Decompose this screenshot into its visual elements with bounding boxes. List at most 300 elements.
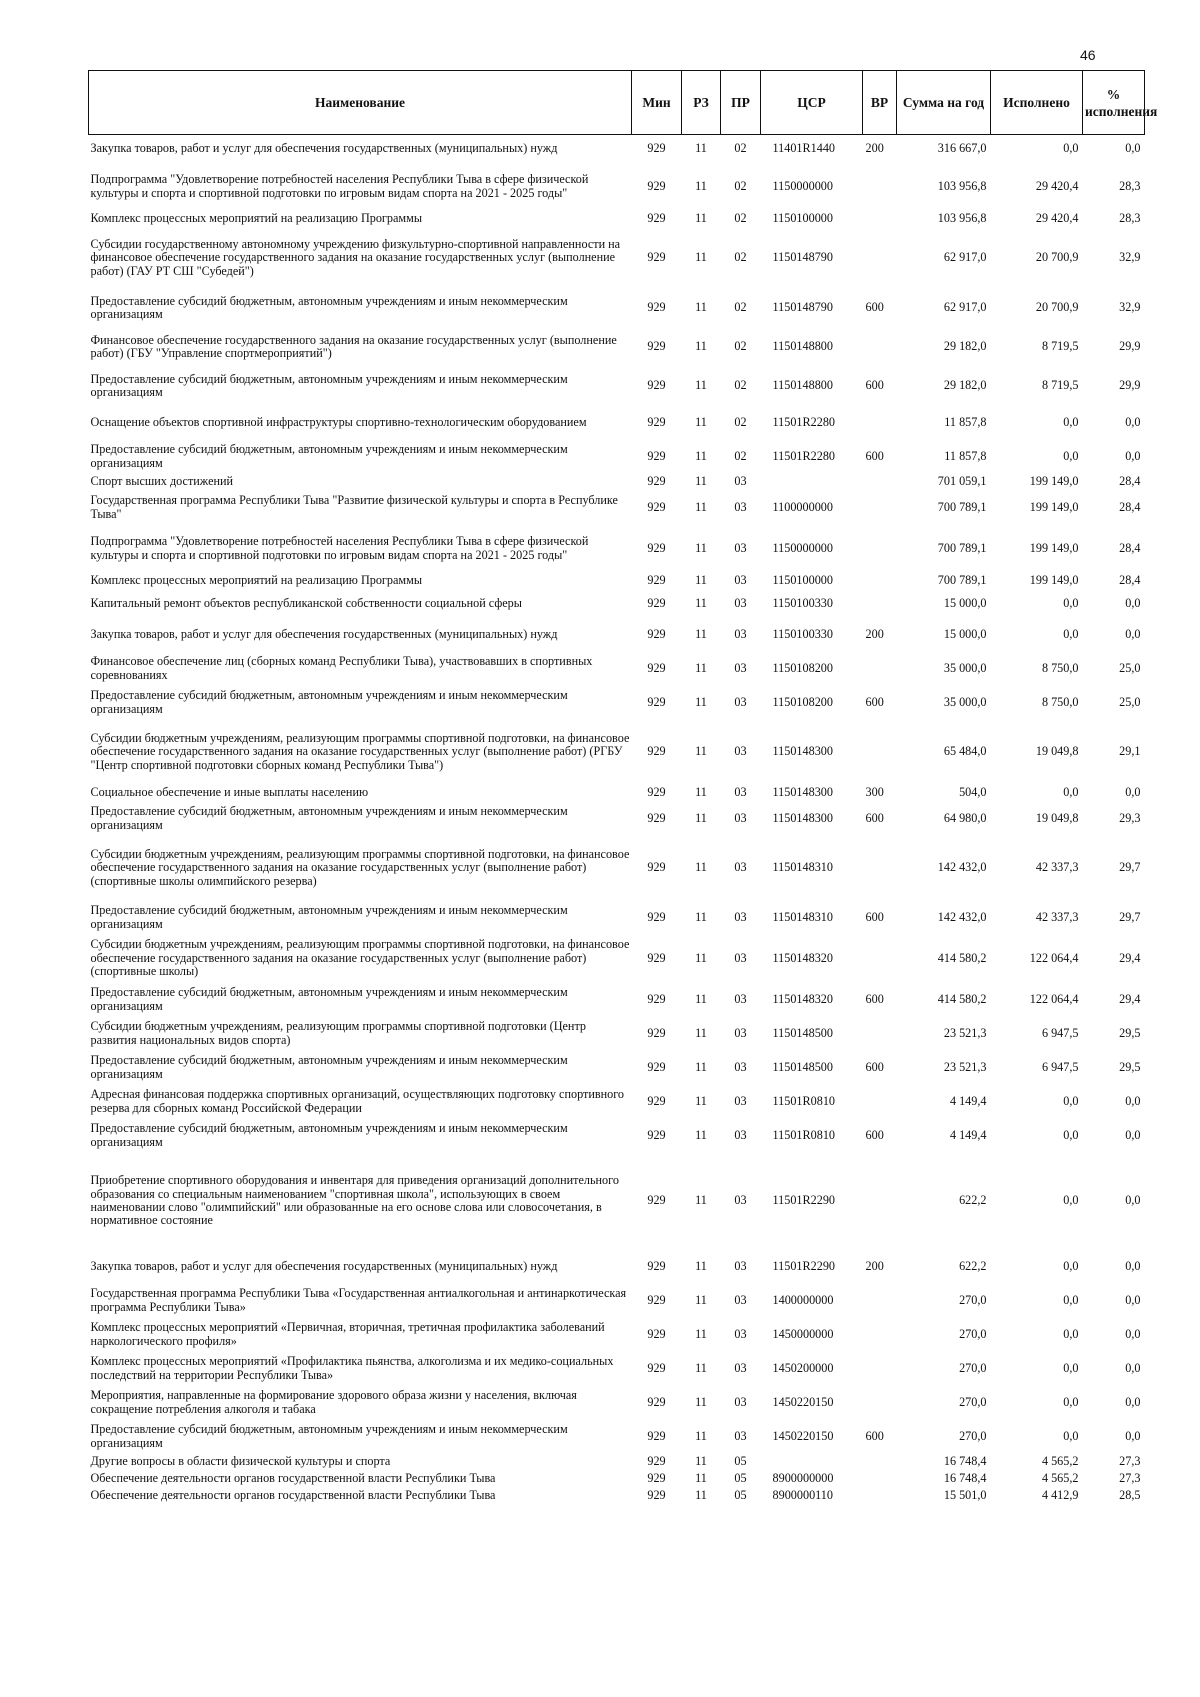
cell-min: 929 <box>647 448 666 463</box>
cell-min: 929 <box>647 178 666 193</box>
cell-pr: 02 <box>734 141 747 156</box>
cell-vr <box>863 328 897 367</box>
cell-executed: 6 947,5 <box>1041 1059 1079 1074</box>
cell-sum: 414 580,2 <box>937 991 987 1006</box>
cell-min: 929 <box>647 1059 666 1074</box>
cell-vr: 600 <box>865 448 884 463</box>
cell-pr: 03 <box>734 1394 747 1409</box>
cell-min: 929 <box>647 414 666 429</box>
cell-executed: 199 149,0 <box>1029 540 1079 555</box>
cell-percent: 0,0 <box>1125 1394 1141 1409</box>
cell-min: 929 <box>647 860 666 875</box>
cell-executed: 199 149,0 <box>1029 474 1079 489</box>
cell-vr: 600 <box>865 810 884 825</box>
cell-percent: 29,7 <box>1119 860 1141 875</box>
cell-csr: 1150148500 <box>772 1059 833 1074</box>
cell-sum: 15 501,0 <box>943 1488 987 1503</box>
cell-sum: 270,0 <box>959 1428 987 1443</box>
cell-percent: 28,3 <box>1119 211 1141 226</box>
cell-name: Субсидии государственному автономному учреждению физкультурно-спортивной направленности на финансовое обеспечение государственного задания на оказание государственных услуг (выполнение работ) (ГАУ РТ СШ "Субедей") <box>90 236 621 278</box>
cell-name: Финансовое обеспечение государственного задания на оказание государственных услуг (выполнение работ) (ГБУ "Управление спортмероприятий") <box>90 332 617 360</box>
cell-sum: 16 748,4 <box>943 1471 987 1486</box>
cell-sum: 15 000,0 <box>943 595 987 610</box>
cell-min: 929 <box>647 660 666 675</box>
cell-csr: 1150148300 <box>772 744 833 759</box>
cell-executed: 0,0 <box>1063 1428 1079 1443</box>
cell-executed: 0,0 <box>1063 414 1079 429</box>
cell-vr <box>863 1318 897 1352</box>
cell-sum: 622,2 <box>959 1193 987 1208</box>
cell-name: Обеспечение деятельности органов государственной власти Республики Тыва <box>90 1471 496 1486</box>
cell-percent: 28,4 <box>1119 499 1141 514</box>
cell-percent: 0,0 <box>1125 1193 1141 1208</box>
cell-percent: 0,0 <box>1125 626 1141 641</box>
cell-name: Мероприятия, направленные на формирование здорового образа жизни у населения, включая сокращение потребления алкоголя и табака <box>90 1388 577 1416</box>
cell-csr: 1150148310 <box>772 909 833 924</box>
table-row <box>89 491 1145 525</box>
cell-pr: 03 <box>734 909 747 924</box>
cell-executed: 0,0 <box>1063 785 1079 800</box>
cell-percent: 0,0 <box>1125 1258 1141 1273</box>
cell-rz: 11 <box>695 178 707 193</box>
table-row <box>89 228 1145 289</box>
table-row <box>89 720 1145 785</box>
cell-executed: 199 149,0 <box>1029 573 1079 588</box>
cell-pr: 02 <box>734 178 747 193</box>
cell-name: Комплекс процессных мероприятий на реализацию Программы <box>90 573 423 588</box>
cell-sum: 4 149,4 <box>949 1093 987 1108</box>
page-number: 46 <box>1080 47 1096 63</box>
table-row <box>89 802 1145 836</box>
cell-executed: 4 565,2 <box>1041 1471 1079 1486</box>
cell-pr: 03 <box>734 860 747 875</box>
cell-vr: 600 <box>865 991 884 1006</box>
cell-sum: 316 667,0 <box>937 141 987 156</box>
cell-pr: 03 <box>734 1193 747 1208</box>
cell-name: Закупка товаров, работ и услуг для обеспечения государственных (муниципальных) нужд <box>90 141 558 156</box>
cell-vr <box>863 1386 897 1420</box>
cell-vr: 600 <box>865 300 884 315</box>
cell-pr: 03 <box>734 1059 747 1074</box>
cell-name: Предоставление субсидий бюджетным, автономным учреждениям и иным некоммерческим организациям <box>90 985 568 1013</box>
cell-sum: 270,0 <box>959 1394 987 1409</box>
cell-rz: 11 <box>695 626 707 641</box>
cell-pr: 03 <box>734 785 747 800</box>
cell-vr <box>863 1471 897 1488</box>
cell-executed: 20 700,9 <box>1035 250 1079 265</box>
cell-percent: 29,4 <box>1119 950 1141 965</box>
cell-pr: 03 <box>734 660 747 675</box>
cell-rz: 11 <box>695 1454 707 1469</box>
cell-percent: 25,0 <box>1119 660 1141 675</box>
cell-min: 929 <box>647 1258 666 1273</box>
cell-rz: 11 <box>695 694 707 709</box>
cell-csr: 1150148500 <box>772 1025 833 1040</box>
cell-percent: 29,5 <box>1119 1059 1141 1074</box>
cell-percent: 29,3 <box>1119 810 1141 825</box>
cell-sum: 15 000,0 <box>943 626 987 641</box>
cell-name: Оснащение объектов спортивной инфраструктуры спортивно-технологическим оборудованием <box>90 414 587 429</box>
budget-table <box>88 70 1158 1505</box>
cell-executed: 8 719,5 <box>1041 339 1079 354</box>
cell-executed: 0,0 <box>1063 626 1079 641</box>
cell-name: Предоставление субсидий бюджетным, автономным учреждениям и иным некоммерческим организациям <box>90 903 568 931</box>
cell-sum: 700 789,1 <box>937 540 987 555</box>
cell-vr <box>863 1017 897 1051</box>
cell-pr: 03 <box>734 1258 747 1273</box>
cell-vr: 600 <box>865 1127 884 1142</box>
cell-min: 929 <box>647 1025 666 1040</box>
cell-vr <box>863 1284 897 1318</box>
cell-pr: 03 <box>734 626 747 641</box>
cell-executed: 199 149,0 <box>1029 499 1079 514</box>
cell-name: Государственная программа Республики Тыва "Развитие физической культуры и спорта в Республике Тыва" <box>90 493 618 521</box>
table-row <box>89 590 1145 618</box>
header-csr: ЦСР <box>761 71 863 135</box>
cell-sum: 103 956,8 <box>937 178 987 193</box>
cell-executed: 0,0 <box>1063 1292 1079 1307</box>
cell-rz: 11 <box>695 660 707 675</box>
cell-percent: 32,9 <box>1119 250 1141 265</box>
cell-percent: 27,3 <box>1119 1454 1141 1469</box>
cell-rz: 11 <box>695 1025 707 1040</box>
cell-sum: 29 182,0 <box>943 378 987 393</box>
cell-vr <box>863 163 897 211</box>
cell-sum: 142 432,0 <box>937 909 987 924</box>
cell-sum: 11 857,8 <box>944 448 987 463</box>
cell-rz: 11 <box>695 744 707 759</box>
cell-vr: 600 <box>865 694 884 709</box>
cell-sum: 700 789,1 <box>937 573 987 588</box>
cell-vr <box>863 720 897 785</box>
cell-rz: 11 <box>695 1292 707 1307</box>
cell-pr: 03 <box>734 573 747 588</box>
cell-name: Субсидии бюджетным учреждениям, реализующим программы спортивной подготовки (Центр развития национальных видов спорта) <box>90 1019 587 1047</box>
cell-name: Комплекс процессных мероприятий на реализацию Программы <box>90 211 423 226</box>
cell-percent: 0,0 <box>1125 1428 1141 1443</box>
cell-executed: 122 064,4 <box>1029 950 1079 965</box>
cell-rz: 11 <box>695 991 707 1006</box>
cell-min: 929 <box>647 1326 666 1341</box>
cell-csr: 1150100330 <box>772 626 833 641</box>
cell-min: 929 <box>647 694 666 709</box>
header-executed: Исполнено <box>991 71 1083 135</box>
cell-percent: 0,0 <box>1125 785 1141 800</box>
table-row <box>89 983 1145 1017</box>
cell-percent: 0,0 <box>1125 595 1141 610</box>
table-row <box>89 406 1145 440</box>
cell-min: 929 <box>647 810 666 825</box>
cell-sum: 35 000,0 <box>943 694 987 709</box>
cell-min: 929 <box>647 1360 666 1375</box>
table-row <box>89 1119 1145 1153</box>
cell-rz: 11 <box>695 860 707 875</box>
table-row <box>89 440 1145 474</box>
cell-executed: 19 049,8 <box>1035 810 1079 825</box>
cell-percent: 0,0 <box>1125 1292 1141 1307</box>
table-row <box>89 367 1145 406</box>
cell-executed: 42 337,3 <box>1035 860 1079 875</box>
cell-executed: 4 412,9 <box>1041 1488 1079 1503</box>
cell-min: 929 <box>647 1428 666 1443</box>
cell-min: 929 <box>647 1471 666 1486</box>
cell-min: 929 <box>647 211 666 226</box>
cell-vr: 600 <box>865 1059 884 1074</box>
table-row <box>89 211 1145 228</box>
cell-vr: 300 <box>865 785 884 800</box>
cell-percent: 28,5 <box>1119 1488 1141 1503</box>
cell-rz: 11 <box>695 909 707 924</box>
header-percent: % исполнения <box>1083 71 1145 135</box>
cell-csr: 1150148800 <box>772 339 833 354</box>
cell-percent: 0,0 <box>1125 414 1141 429</box>
cell-rz: 11 <box>695 1428 707 1443</box>
cell-csr: 8900000110 <box>772 1488 833 1503</box>
cell-name: Субсидии бюджетным учреждениям, реализующим программы спортивной подготовки, на финансовое обеспечение государственного задания на оказание государственных услуг (выполнение работ) (спортивные школы) <box>90 937 630 979</box>
cell-sum: 62 917,0 <box>943 250 987 265</box>
cell-vr <box>863 590 897 618</box>
cell-pr: 03 <box>734 499 747 514</box>
cell-name: Приобретение спортивного оборудования и инвентаря для приведения организаций дополнительного образования со специальным наименованием "спортивная школа", использующих в своем наименовании слово "олимпийский" или образованные на его основе слова или словосочетания, в нормативное состояние <box>90 1173 619 1228</box>
header-rz: РЗ <box>682 71 721 135</box>
cell-vr: 200 <box>865 141 884 156</box>
cell-csr: 1150100000 <box>772 573 833 588</box>
cell-executed: 0,0 <box>1063 1193 1079 1208</box>
cell-csr: 1150108200 <box>772 660 833 675</box>
cell-csr: 1150148300 <box>772 785 833 800</box>
cell-vr: 200 <box>865 626 884 641</box>
cell-rz: 11 <box>695 474 707 489</box>
table-row <box>89 135 1145 163</box>
cell-percent: 28,4 <box>1119 540 1141 555</box>
cell-rz: 11 <box>695 211 707 226</box>
cell-min: 929 <box>647 1127 666 1142</box>
cell-name: Капитальный ремонт объектов республиканской собственности социальной сферы <box>90 595 522 610</box>
table-row <box>89 686 1145 720</box>
cell-csr: 11501R0810 <box>772 1127 836 1142</box>
cell-name: Закупка товаров, работ и услуг для обеспечения государственных (муниципальных) нужд <box>90 626 558 641</box>
cell-sum: 504,0 <box>959 785 987 800</box>
header-vr: ВР <box>863 71 897 135</box>
cell-name: Другие вопросы в области физической культуры и спорта <box>90 1454 391 1469</box>
table-row <box>89 289 1145 328</box>
cell-sum: 11 857,8 <box>944 414 987 429</box>
cell-sum: 62 917,0 <box>943 300 987 315</box>
cell-executed: 8 750,0 <box>1041 694 1079 709</box>
cell-csr: 1150000000 <box>772 540 833 555</box>
cell-rz: 11 <box>695 540 707 555</box>
cell-executed: 0,0 <box>1063 448 1079 463</box>
cell-vr: 600 <box>865 909 884 924</box>
table-row <box>89 163 1145 211</box>
cell-vr <box>863 525 897 573</box>
cell-min: 929 <box>647 909 666 924</box>
cell-min: 929 <box>647 378 666 393</box>
cell-sum: 414 580,2 <box>937 950 987 965</box>
cell-percent: 0,0 <box>1125 1127 1141 1142</box>
table-body <box>89 135 1145 1505</box>
cell-min: 929 <box>647 250 666 265</box>
cell-vr: 600 <box>865 1428 884 1443</box>
cell-pr: 03 <box>734 991 747 1006</box>
cell-csr: 1450200000 <box>772 1360 834 1375</box>
cell-vr <box>863 406 897 440</box>
table-row <box>89 935 1145 983</box>
cell-min: 929 <box>647 474 666 489</box>
cell-vr <box>863 836 897 901</box>
cell-sum: 64 980,0 <box>943 810 987 825</box>
cell-csr <box>761 474 863 491</box>
cell-sum: 16 748,4 <box>943 1454 987 1469</box>
cell-pr: 03 <box>734 1025 747 1040</box>
cell-csr <box>761 1454 863 1471</box>
table-row <box>89 836 1145 901</box>
cell-percent: 27,3 <box>1119 1471 1141 1486</box>
cell-percent: 25,0 <box>1119 694 1141 709</box>
cell-csr: 11501R0810 <box>772 1093 836 1108</box>
table-row <box>89 1454 1145 1471</box>
cell-executed: 19 049,8 <box>1035 744 1079 759</box>
cell-name: Закупка товаров, работ и услуг для обеспечения государственных (муниципальных) нужд <box>90 1258 558 1273</box>
cell-csr: 11501R2290 <box>772 1258 836 1273</box>
cell-sum: 700 789,1 <box>937 499 987 514</box>
cell-pr: 05 <box>734 1454 747 1469</box>
cell-percent: 28,4 <box>1119 573 1141 588</box>
cell-executed: 0,0 <box>1063 1360 1079 1375</box>
cell-csr: 1150148310 <box>772 860 833 875</box>
cell-csr: 1150148790 <box>772 250 833 265</box>
table-row <box>89 1386 1145 1420</box>
cell-pr: 02 <box>734 339 747 354</box>
cell-pr: 02 <box>734 414 747 429</box>
cell-rz: 11 <box>695 378 707 393</box>
table-row <box>89 1085 1145 1119</box>
cell-executed: 8 750,0 <box>1041 660 1079 675</box>
cell-min: 929 <box>647 785 666 800</box>
cell-vr: 200 <box>865 1258 884 1273</box>
cell-pr: 03 <box>734 1360 747 1375</box>
cell-sum: 23 521,3 <box>943 1025 987 1040</box>
cell-pr: 03 <box>734 1428 747 1443</box>
cell-name: Адресная финансовая поддержка спортивных организаций, осуществляющих подготовку спортивного резерва для сборных команд Российской Федерации <box>90 1087 625 1115</box>
cell-csr: 1450220150 <box>772 1428 834 1443</box>
cell-sum: 4 149,4 <box>949 1127 987 1142</box>
cell-min: 929 <box>647 339 666 354</box>
cell-vr <box>863 1454 897 1471</box>
cell-name: Комплекс процессных мероприятий «Первичная, вторичная, третичная профилактика заболеваний наркологического профиля» <box>90 1320 605 1348</box>
cell-csr: 1150148790 <box>772 300 833 315</box>
cell-vr <box>863 1153 897 1250</box>
table-row <box>89 901 1145 935</box>
table-row <box>89 474 1145 491</box>
cell-pr: 03 <box>734 950 747 965</box>
cell-rz: 11 <box>695 1059 707 1074</box>
cell-name: Предоставление субсидий бюджетным, автономным учреждениям и иным некоммерческим организациям <box>90 1053 568 1081</box>
cell-name: Подпрограмма "Удовлетворение потребностей населения Республики Тыва в сфере физической культуры и спорта и спортивной подготовки по игровым видам спорта на 2021 - 2025 годы" <box>90 534 589 562</box>
cell-min: 929 <box>647 1394 666 1409</box>
cell-rz: 11 <box>695 1360 707 1375</box>
cell-percent: 29,9 <box>1119 378 1141 393</box>
cell-min: 929 <box>647 950 666 965</box>
cell-csr: 1100000000 <box>772 499 833 514</box>
cell-min: 929 <box>647 1454 666 1469</box>
cell-name: Предоставление субсидий бюджетным, автономным учреждениям и иным некоммерческим организациям <box>90 371 568 399</box>
cell-sum: 270,0 <box>959 1292 987 1307</box>
cell-min: 929 <box>647 499 666 514</box>
cell-name: Предоставление субсидий бюджетным, автономным учреждениям и иным некоммерческим организациям <box>90 1121 568 1149</box>
table-row <box>89 1488 1145 1505</box>
cell-name: Государственная программа Республики Тыва «Государственная антиалкогольная и антинаркотическая программа Республики Тыва» <box>90 1286 627 1314</box>
cell-min: 929 <box>647 744 666 759</box>
cell-rz: 11 <box>695 499 707 514</box>
cell-name: Предоставление субсидий бюджетным, автономным учреждениям и иным некоммерческим организациям <box>90 442 568 470</box>
cell-percent: 0,0 <box>1125 1360 1141 1375</box>
header-pr: ПР <box>721 71 761 135</box>
cell-min: 929 <box>647 1488 666 1503</box>
cell-executed: 20 700,9 <box>1035 300 1079 315</box>
cell-vr <box>863 474 897 491</box>
cell-vr <box>863 491 897 525</box>
cell-csr: 11401R1440 <box>772 141 836 156</box>
cell-rz: 11 <box>695 950 707 965</box>
header-sum: Сумма на год <box>897 71 991 135</box>
cell-name: Социальное обеспечение и иные выплаты населению <box>90 785 369 800</box>
cell-percent: 0,0 <box>1125 448 1141 463</box>
header-name: Наименование <box>89 71 632 135</box>
cell-sum: 65 484,0 <box>943 744 987 759</box>
cell-name: Предоставление субсидий бюджетным, автономным учреждениям и иным некоммерческим организациям <box>90 804 568 832</box>
cell-csr: 1150148300 <box>772 810 833 825</box>
cell-min: 929 <box>647 1093 666 1108</box>
cell-min: 929 <box>647 573 666 588</box>
table-row <box>89 1318 1145 1352</box>
cell-sum: 701 059,1 <box>937 474 987 489</box>
cell-csr: 1150108200 <box>772 694 833 709</box>
table-row <box>89 785 1145 802</box>
cell-rz: 11 <box>695 1488 707 1503</box>
cell-pr: 03 <box>734 474 747 489</box>
table-row <box>89 328 1145 367</box>
cell-percent: 29,1 <box>1119 744 1141 759</box>
cell-rz: 11 <box>695 1258 707 1273</box>
cell-pr: 03 <box>734 540 747 555</box>
cell-vr: 600 <box>865 378 884 393</box>
table-row <box>89 1250 1145 1284</box>
cell-min: 929 <box>647 991 666 1006</box>
cell-csr: 11501R2280 <box>772 414 836 429</box>
cell-csr: 8900000000 <box>772 1471 834 1486</box>
cell-min: 929 <box>647 626 666 641</box>
cell-pr: 02 <box>734 250 747 265</box>
cell-executed: 0,0 <box>1063 141 1079 156</box>
cell-rz: 11 <box>695 1326 707 1341</box>
cell-pr: 03 <box>734 1326 747 1341</box>
cell-executed: 0,0 <box>1063 595 1079 610</box>
cell-name: Предоставление субсидий бюджетным, автономным учреждениям и иным некоммерческим организациям <box>90 293 568 321</box>
cell-pr: 02 <box>734 211 747 226</box>
cell-pr: 02 <box>734 300 747 315</box>
cell-name: Предоставление субсидий бюджетным, автономным учреждениям и иным некоммерческим организациям <box>90 1422 568 1450</box>
cell-rz: 11 <box>695 1127 707 1142</box>
cell-executed: 29 420,4 <box>1035 178 1079 193</box>
cell-csr: 1150148320 <box>772 991 833 1006</box>
cell-pr: 05 <box>734 1488 747 1503</box>
table-header-row <box>89 71 1145 135</box>
table-row <box>89 1352 1145 1386</box>
cell-executed: 122 064,4 <box>1029 991 1079 1006</box>
cell-pr: 03 <box>734 1127 747 1142</box>
cell-pr: 03 <box>734 744 747 759</box>
